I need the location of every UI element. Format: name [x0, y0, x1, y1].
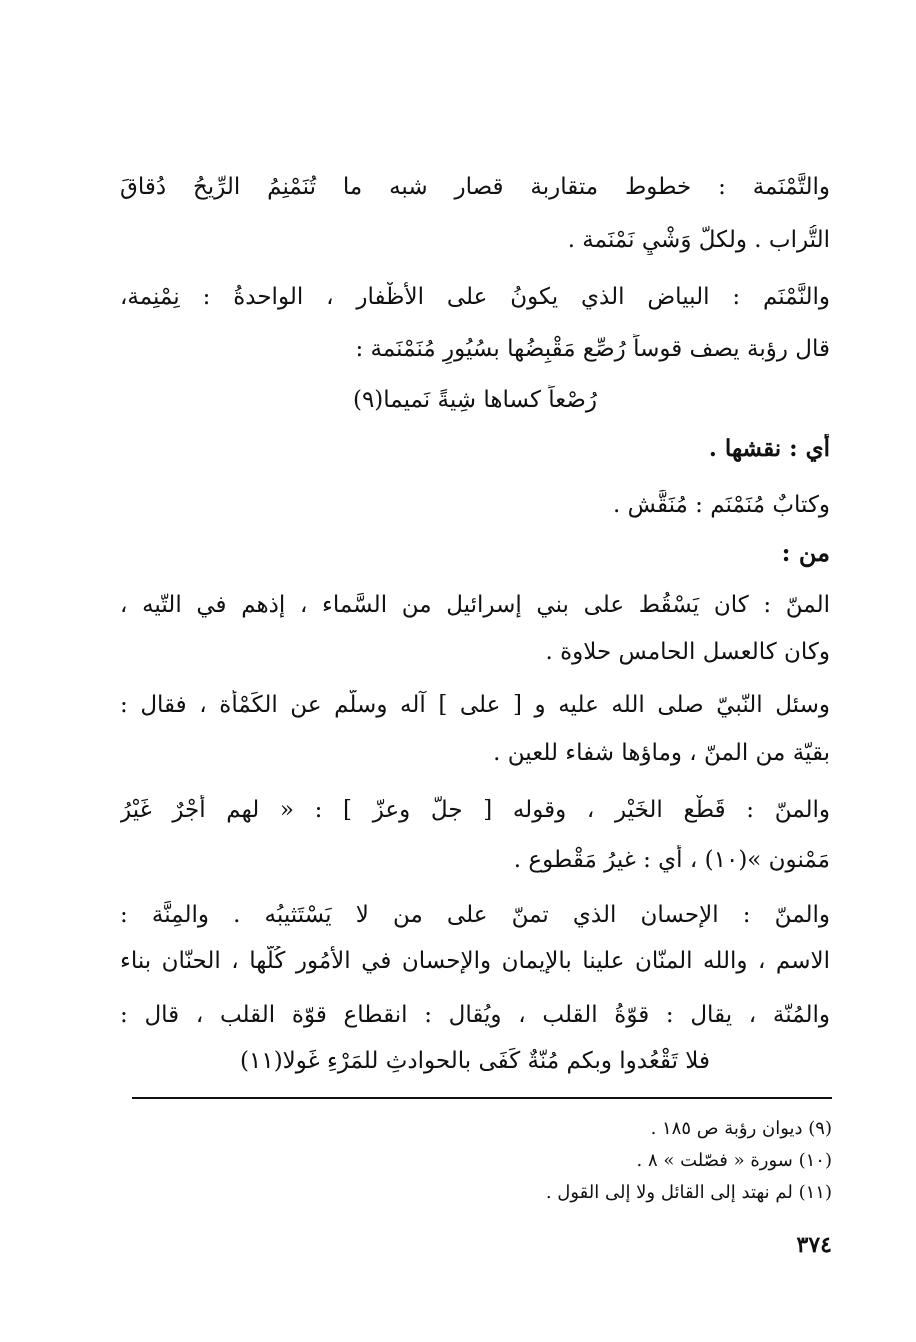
page-number: ٣٧٤: [796, 1232, 832, 1258]
verse-line-2: فلا تَقْعُدوا وبكم مُنّةٌ كَفَى بالحوادثِ للمَرْءِ غَولا(١١): [239, 1048, 711, 1074]
text-line-5: أي : نقشها .: [708, 435, 830, 462]
text-line-8: وكان كالعسل الحامس حلاوة .: [545, 639, 830, 665]
text-line-11: والمنّ : قَطْع الخَيْر ، وقوله [ جلّ وعزّ ] : « لهم أَجْرٌ غَيْرُ: [120, 797, 830, 823]
footnote-divider: [132, 1097, 832, 1099]
section-heading: من :: [781, 538, 830, 567]
text-line-15: والمُنّة ، يقال : قوّةُ القلب ، ويُقال : انقطاع قوّة القلب ، قال :: [120, 1002, 830, 1028]
text-line-6: وكتابٌ مُنَمْنَم : مُنَقَّش .: [613, 492, 830, 518]
text-line-4: قال رؤبة يصف قوساً رُصِّع مَقْبِضُها بسُيُورٍ مُنَمْنَمة :: [355, 336, 830, 362]
text-line-1: والتَّمْنَمة : خطوط متقاربة قصار شبه ما تُنَمْنِمُ الرِّيحُ دُقاقَ: [120, 174, 830, 200]
text-line-12: مَمْنون »(١٠) ، أي : غيرُ مَقْطوع .: [513, 847, 830, 873]
footnote-9: (٩) ديوان رؤبة ص ١٨٥ .: [650, 1118, 832, 1139]
text-line-13: والمنّ : الإحسان الذي تمنّ على من لا يَسْتَثيبُه . والمِنَّة :: [120, 902, 830, 928]
text-line-10: بقيّة من المنّ ، وماؤها شفاء للعين .: [493, 740, 830, 766]
verse-line-1: رُصْعاً كساها شِيةً نَميما(٩): [352, 387, 598, 413]
text-line-2: التُّراب . ولكلّ وَشْيٍ نَمْنَمة .: [567, 227, 830, 253]
text-line-7: المنّ : كان يَسْقُط على بني إسرائيل من السَّماء ، إذهم في التّيه ،: [120, 592, 830, 618]
text-line-9: وسئل النّبيّ صلى الله عليه و [ على ] آله وسلّم عن الكَمْأة ، فقال :: [120, 692, 830, 718]
footnote-11: (١١) لم نهتد إلى القائل ولا إلى القول .: [545, 1182, 832, 1203]
text-line-3: والنَّمْنَم : البياض الذي يكونُ على الأَظْفار ، الواحدةُ : نِمْنِمة،: [120, 284, 830, 310]
footnote-10: (١٠) سورة « فصّلت » ٨ .: [636, 1150, 832, 1171]
text-line-14: الاسم ، والله المنّان علينا بالإيمان والإحسان في الأُمُور كُلّها ، الحنّان بناء: [120, 948, 830, 974]
